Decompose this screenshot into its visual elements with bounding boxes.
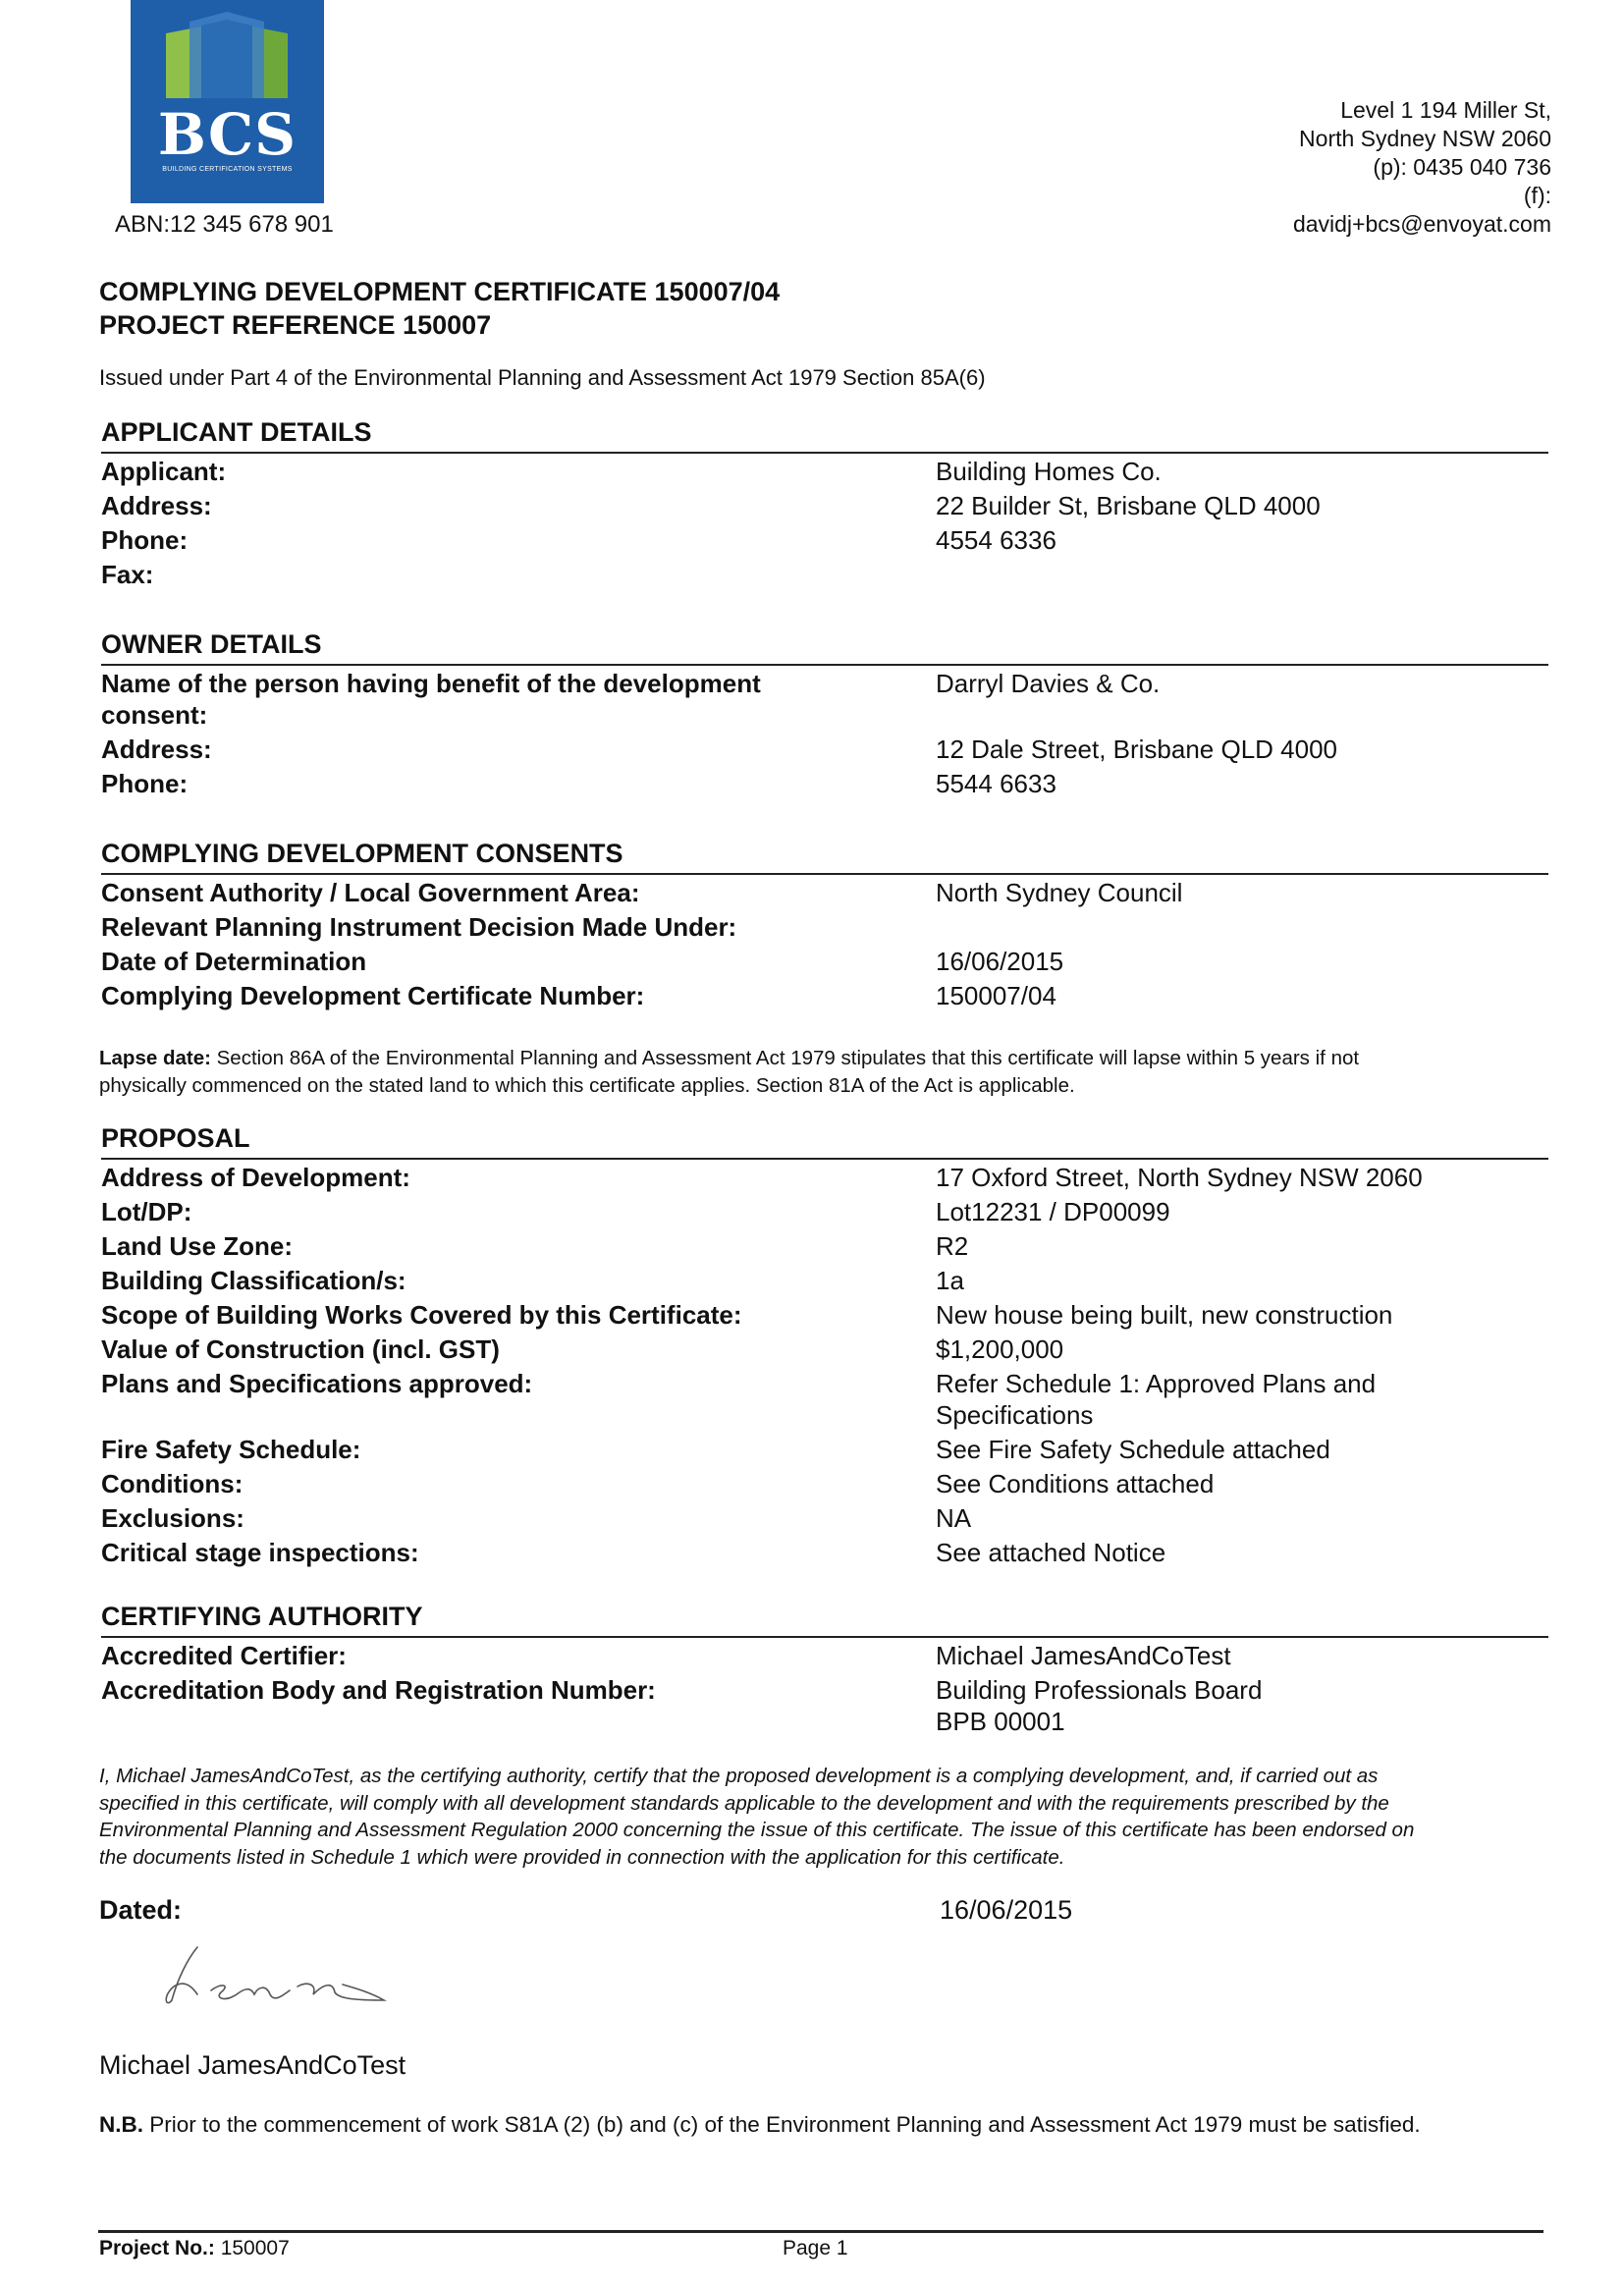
row-value: 12 Dale Street, Brisbane QLD 4000	[936, 735, 1338, 764]
building-icon	[131, 0, 324, 108]
detail-row	[101, 456, 1548, 490]
section-heading: COMPLYING DEVELOPMENT CONSENTS	[101, 838, 1548, 875]
row-label: Relevant Planning Instrument Decision Made Under:	[101, 912, 737, 942]
project-label: Project No.:	[99, 2237, 215, 2259]
row-value: 22 Builder St, Brisbane QLD 4000	[936, 491, 1321, 520]
row-label: Accreditation Body and Registration Number:	[101, 1675, 656, 1705]
detail-row	[101, 490, 1548, 524]
page-number: Page 1	[783, 2237, 848, 2259]
detail-row	[101, 1434, 1548, 1468]
detail-row	[101, 980, 1548, 1014]
nb-text: Prior to the commencement of work S81A (2) (b) and (c) of the Environment Planning and Assessment Act 1979 must be satisfied.	[143, 2112, 1421, 2137]
detail-row	[101, 1162, 1548, 1196]
row-label: Plans and Specifications approved:	[101, 1369, 533, 1398]
row-label: Conditions:	[101, 1469, 244, 1498]
detail-row	[101, 1674, 1548, 1740]
row-value	[936, 1674, 1544, 1737]
detail-row	[101, 1196, 1548, 1230]
row-value: North Sydney Council	[936, 878, 1183, 907]
row-label: Land Use Zone:	[101, 1231, 294, 1261]
lapse-label: Lapse date:	[99, 1047, 211, 1069]
row-label: Fire Safety Schedule:	[101, 1435, 361, 1464]
logo-tagline: BUILDING CERTIFICATION SYSTEMS	[162, 166, 293, 173]
lapse-text-1: Section 86A of the Environmental Planning and Assessment Act 1979 stipulates that this certificate will lapse within 5 years if not	[210, 1047, 1360, 1069]
statement-line: specified in this certificate, will comply with all development standards applicable to the development and with the requirements prescribed by the	[99, 1791, 1389, 1815]
nb-note	[99, 2112, 1421, 2138]
accreditation-body: Building Professionals Board	[936, 1675, 1263, 1705]
row-value: 5544 6633	[936, 769, 1056, 798]
row-value: $1,200,000	[936, 1334, 1064, 1364]
row-value: 17 Oxford Street, North Sydney NSW 2060	[936, 1163, 1423, 1192]
row-value: See Fire Safety Schedule attached	[936, 1435, 1330, 1464]
certification-statement	[99, 1763, 1552, 1871]
row-value: Darryl Davies & Co.	[936, 669, 1161, 698]
footer-project	[99, 2237, 290, 2260]
row-value: 16/06/2015	[936, 947, 1064, 976]
row-value: Lot12231 / DP00099	[936, 1197, 1170, 1226]
section-heading: PROPOSAL	[101, 1122, 1548, 1160]
row-label: Phone:	[101, 525, 189, 555]
abn-number: ABN:12 345 678 901	[115, 211, 334, 238]
detail-row	[101, 1537, 1548, 1571]
row-label: Consent Authority / Local Government Area:	[101, 878, 640, 907]
row-label: Fax:	[101, 560, 154, 589]
statement-line: Environmental Planning and Assessment Regulation 2000 concerning the issue of this certificate. The issue of this certificate has been endorsed on	[99, 1819, 1415, 1841]
benefit-label-line-2: consent:	[101, 700, 208, 730]
address-line-2: North Sydney NSW 2060	[1299, 126, 1551, 151]
detail-row	[101, 734, 1548, 768]
project-number: 150007	[214, 2237, 290, 2259]
company-phone: (p): 0435 040 736	[1373, 154, 1551, 180]
detail-row	[101, 524, 1548, 559]
statement-line: I, Michael JamesAndCoTest, as the certifying authority, certify that the proposed development is a complying development, and, if carried out as	[99, 1765, 1379, 1787]
detail-row	[101, 1334, 1548, 1368]
company-email: davidj+bcs@envoyat.com	[1292, 211, 1551, 237]
plans-value-line-1: Refer Schedule 1: Approved Plans and	[936, 1369, 1377, 1398]
logo-wordmark: BCS	[157, 101, 298, 168]
lapse-note	[99, 1045, 1552, 1099]
row-label: Address:	[101, 735, 212, 764]
applicant-section	[101, 416, 1548, 593]
proposal-section	[101, 1122, 1548, 1571]
row-label: Accredited Certifier:	[101, 1641, 347, 1670]
registration-number: BPB 00001	[936, 1707, 1065, 1736]
company-logo	[131, 0, 324, 203]
plans-value-line-2: Specifications	[936, 1400, 1094, 1430]
signer-name: Michael JamesAndCoTest	[99, 2050, 406, 2080]
detail-row	[101, 1230, 1548, 1265]
row-label: Applicant:	[101, 457, 227, 486]
detail-row	[101, 911, 1548, 946]
detail-row	[101, 1368, 1548, 1434]
detail-row	[101, 1502, 1548, 1537]
row-label: Date of Determination	[101, 947, 367, 976]
detail-row	[101, 768, 1548, 802]
certificate-title	[99, 275, 780, 342]
issued-under: Issued under Part 4 of the Environmental Planning and Assessment Act 1979 Section 85A(6)	[99, 365, 986, 390]
row-value: New house being built, new construction	[936, 1300, 1393, 1330]
row-value: 150007/04	[936, 981, 1056, 1010]
lapse-text-2: physically commenced on the stated land to which this certificate applies. Section 81A of the Act is applicable.	[99, 1073, 1075, 1097]
detail-row	[101, 668, 1548, 734]
row-label: Lot/DP:	[101, 1197, 192, 1226]
row-value: Michael JamesAndCoTest	[936, 1641, 1231, 1670]
row-value: See Conditions attached	[936, 1469, 1215, 1498]
row-label: Phone:	[101, 769, 189, 798]
detail-row	[101, 877, 1548, 911]
address-line-1: Level 1 194 Miller St,	[1340, 97, 1551, 123]
section-heading: CERTIFYING AUTHORITY	[101, 1601, 1548, 1638]
authority-section	[101, 1601, 1548, 1740]
detail-row	[101, 946, 1548, 980]
dated-label: Dated:	[99, 1895, 183, 1925]
detail-row	[101, 1640, 1548, 1674]
section-heading: OWNER DETAILS	[101, 628, 1548, 666]
row-value: 4554 6336	[936, 525, 1056, 555]
row-label: Scope of Building Works Covered by this Certificate:	[101, 1300, 742, 1330]
row-label: Value of Construction (incl. GST)	[101, 1334, 500, 1364]
row-value	[936, 1368, 1544, 1431]
row-value: NA	[936, 1503, 972, 1533]
row-label: Address:	[101, 491, 212, 520]
row-label: Critical stage inspections:	[101, 1538, 419, 1567]
project-reference: PROJECT REFERENCE 150007	[99, 310, 492, 340]
footer-divider	[98, 2230, 1543, 2233]
consents-section	[101, 838, 1548, 1014]
row-label: Address of Development:	[101, 1163, 410, 1192]
row-value: See attached Notice	[936, 1538, 1166, 1567]
dated-value: 16/06/2015	[940, 1895, 1073, 1925]
row-value: R2	[936, 1231, 969, 1261]
row-label: Exclusions:	[101, 1503, 244, 1533]
section-heading: APPLICANT DETAILS	[101, 416, 1548, 454]
row-value: 1a	[936, 1266, 964, 1295]
certificate-number-title: COMPLYING DEVELOPMENT CERTIFICATE 150007/04	[99, 277, 781, 306]
row-label: Building Classification/s:	[101, 1266, 406, 1295]
nb-label: N.B.	[99, 2112, 143, 2137]
detail-row	[101, 1468, 1548, 1502]
company-fax: (f):	[1523, 183, 1551, 208]
detail-row	[101, 1299, 1548, 1334]
company-address	[1293, 96, 1551, 239]
benefit-label-line-1: Name of the person having benefit of the development	[101, 669, 761, 698]
statement-line: the documents listed in Schedule 1 which were provided in connection with the application for this certificate.	[99, 1845, 1065, 1869]
row-label	[101, 668, 847, 731]
signature	[160, 1939, 396, 2018]
row-value: Building Homes Co.	[936, 457, 1162, 486]
detail-row	[101, 559, 1548, 593]
owner-section	[101, 628, 1548, 802]
row-label: Complying Development Certificate Number:	[101, 981, 645, 1010]
detail-row	[101, 1265, 1548, 1299]
